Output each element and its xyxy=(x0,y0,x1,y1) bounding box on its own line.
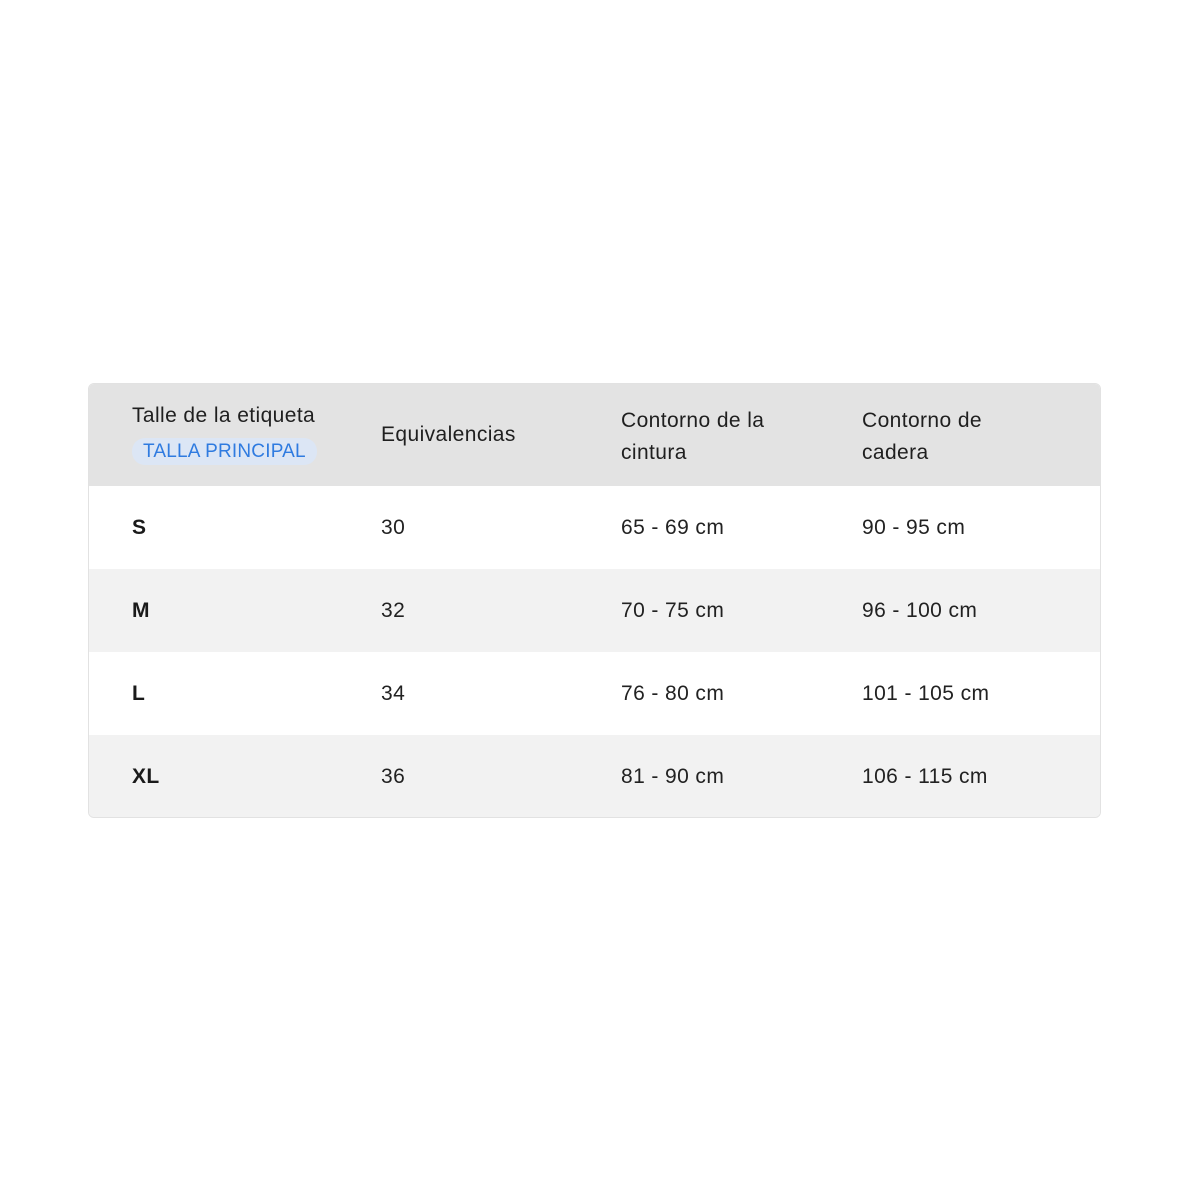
header-equivalence: Equivalencias xyxy=(381,423,516,446)
header-waist-label: Contorno de la cintura xyxy=(621,409,765,464)
equivalence-cell: 34 xyxy=(381,681,406,705)
table-header-row xyxy=(89,384,1100,486)
size-cell: S xyxy=(132,515,147,539)
header-size-label-cell xyxy=(89,404,381,467)
waist-cell: 65 - 69 cm xyxy=(621,515,725,539)
equivalence-cell: 32 xyxy=(381,598,406,622)
size-cell: XL xyxy=(132,764,160,788)
waist-cell: 76 - 80 cm xyxy=(621,681,725,705)
table-row xyxy=(89,569,1100,652)
equivalence-cell: 30 xyxy=(381,515,406,539)
table-row xyxy=(89,486,1100,569)
hip-cell: 90 - 95 cm xyxy=(862,515,966,539)
table-row xyxy=(89,652,1100,735)
size-chart-table xyxy=(88,383,1101,818)
main-size-badge: TALLA PRINCIPAL xyxy=(132,438,317,465)
equivalence-cell: 36 xyxy=(381,764,406,788)
size-cell: M xyxy=(132,598,150,622)
waist-cell: 81 - 90 cm xyxy=(621,764,725,788)
header-size-label: Talle de la etiqueta xyxy=(132,403,316,427)
hip-cell: 101 - 105 cm xyxy=(862,681,990,705)
hip-cell: 106 - 115 cm xyxy=(862,764,988,788)
header-waist xyxy=(621,401,862,469)
hip-cell: 96 - 100 cm xyxy=(862,598,978,622)
waist-cell: 70 - 75 cm xyxy=(621,598,725,622)
header-hip xyxy=(862,401,1100,469)
header-hip-label: Contorno de cadera xyxy=(862,409,982,464)
size-cell: L xyxy=(132,681,146,705)
table-row xyxy=(89,735,1100,818)
